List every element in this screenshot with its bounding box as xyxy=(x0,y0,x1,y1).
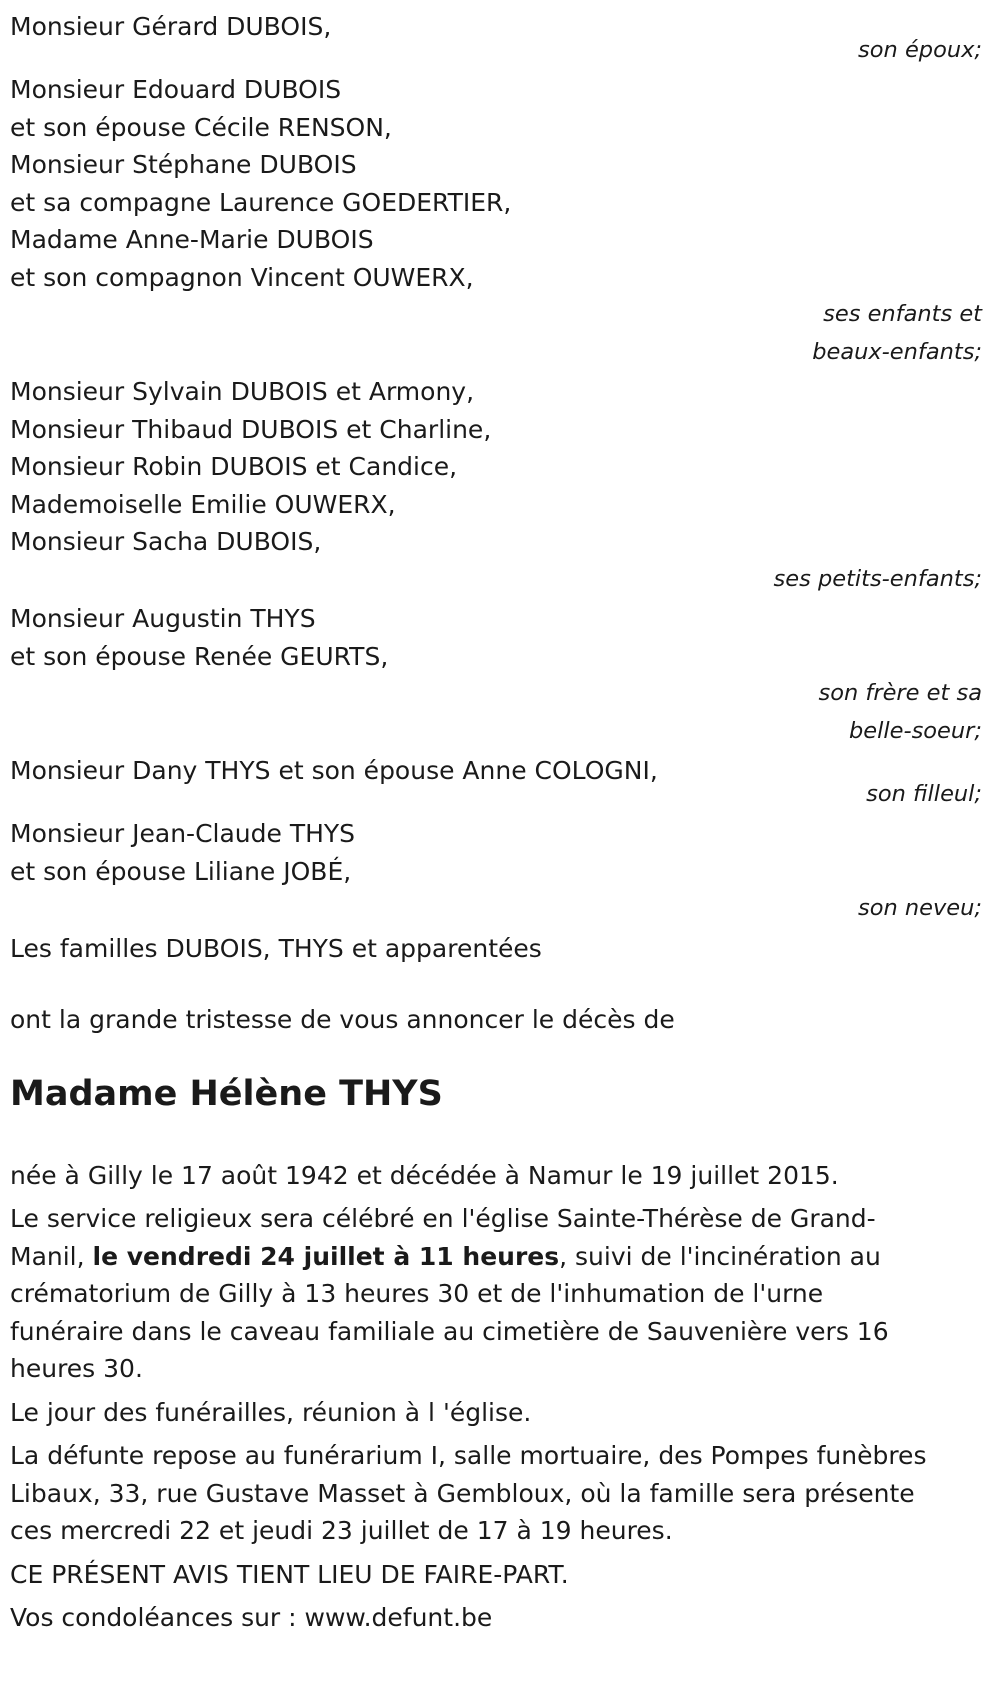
meeting-info: Le jour des funérailles, réunion à l 'église. xyxy=(10,1397,532,1427)
family-name-line: et sa compagne Laurence GOEDERTIER, xyxy=(10,187,512,217)
family-name-line: Monsieur Augustin THYS xyxy=(10,604,316,633)
family-group-sibling xyxy=(10,600,990,750)
notice-statement: CE PRÉSENT AVIS TIENT LIEU DE FAIRE-PART. xyxy=(10,1559,569,1589)
family-group-nephew xyxy=(10,815,990,928)
family-name-line: Monsieur Jean-Claude THYS xyxy=(10,819,356,848)
deceased-name: Madame Hélène THYS xyxy=(10,1073,443,1114)
families-line: Les familles DUBOIS, THYS et apparentées xyxy=(10,933,542,963)
announcement-intro: ont la grande tristesse de vous annoncer le décès de xyxy=(10,1005,675,1034)
family-name-line: et son épouse Cécile RENSON, xyxy=(10,112,392,142)
family-name-line: Monsieur Thibaud DUBOIS et Charline, xyxy=(10,414,492,444)
repose-info: La défunte repose au funérarium I, salle mortuaire, des Pompes funèbres Libaux, 33, rue Gustave Masset à Gembloux, où la famille sera présente ces mercredi 22 et jeudi 23 juillet de 17 à 19 heures. xyxy=(10,1441,927,1545)
family-name-line: et son compagnon Vincent OUWERX, xyxy=(10,262,474,292)
family-group-children xyxy=(10,71,990,371)
family-name-line: Madame Anne-Marie DUBOIS xyxy=(10,225,374,254)
family-name-line: Monsieur Sylvain DUBOIS et Armony, xyxy=(10,377,475,406)
relation-label: son filleul; xyxy=(866,780,982,807)
family-name-line: Monsieur Robin DUBOIS et Candice, xyxy=(10,452,458,481)
service-details xyxy=(10,1200,990,1388)
family-group-godson xyxy=(10,752,990,813)
family-name-line: Monsieur Stéphane DUBOIS xyxy=(10,150,357,179)
relation-label: beaux-enfants; xyxy=(812,338,982,365)
relation-label: ses enfants et xyxy=(823,301,982,327)
family-name-line: et son épouse Liliane JOBÉ, xyxy=(10,856,352,886)
relation-label: son frère et sa xyxy=(818,680,982,706)
family-name-line: Monsieur Sacha DUBOIS, xyxy=(10,527,322,556)
birth-death-dates: née à Gilly le 17 août 1942 et décédée à Namur le 19 juillet 2015. xyxy=(10,1160,839,1190)
relation-label: son époux; xyxy=(858,36,982,63)
family-group-grandchildren xyxy=(10,373,990,598)
family-name-line: Monsieur Dany THYS et son épouse Anne COLOGNI, xyxy=(10,756,658,785)
relation-label: belle-soeur; xyxy=(848,717,982,744)
service-date-time: le vendredi 24 juillet à 11 heures xyxy=(92,1241,560,1271)
family-name-line: et son épouse Renée GEURTS, xyxy=(10,641,389,671)
family-name-line: Mademoiselle Emilie OUWERX, xyxy=(10,489,396,519)
family-group-spouse xyxy=(10,8,990,69)
relation-label: ses petits-enfants; xyxy=(773,565,982,592)
condolences-line: Vos condoléances sur : www.defunt.be xyxy=(10,1603,493,1632)
service-text-start: Le service religieux sera célébré en l'église Sainte-Thérèse de Grand-Manil, xyxy=(10,1204,876,1271)
relation-label: son neveu; xyxy=(857,895,982,921)
family-name-line: Monsieur Gérard DUBOIS, xyxy=(10,12,332,41)
service-text-end: , suivi de l'incinération au crématorium de Gilly à 13 heures 30 et de l'inhumation de l'urne funéraire dans le caveau familiale au cimetière de Sauvenière vers 16 heures 30. xyxy=(10,1241,889,1383)
family-name-line: Monsieur Edouard DUBOIS xyxy=(10,75,342,104)
